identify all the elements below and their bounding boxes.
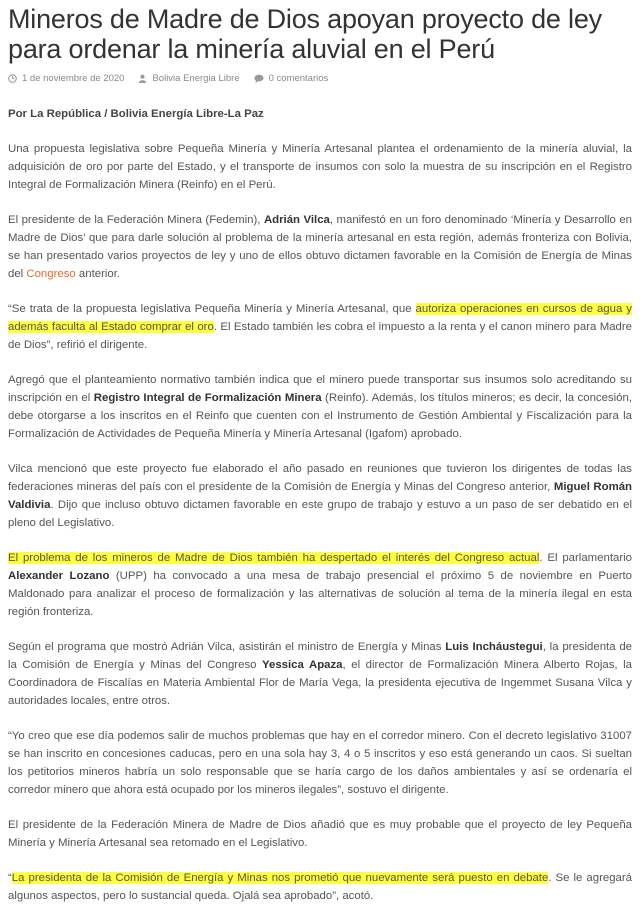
paragraph-3: “Se trata de la propuesta legislativa Pequeña Minería y Minería Artesanal, que autoriza operaciones en cursos de agua y además faculta al Estado comprar el oro. El Estado también les cobra el impuesto a la renta y el canon minero para Madre de Dios”, refirió el dirigente. [8,303,632,351]
paragraph-6: El problema de los mineros de Madre de Dios también ha despertado el interés del Congreso actual. El parlamentario Alexander Lozano (UPP) ha convocado a una mesa de trabajo presencial el próximo 5 de noviembre en Puerto Maldonado para analizar el proceso de formalización y las alternativas de solución al tema de la minería ilegal en esta región fronteriza. [8,552,632,618]
byline: Por La República / Bolivia Energía Libre-La Paz [8,108,264,120]
highlight-3: La presidenta de la Comisión de Energía y Minas nos prometió que nuevamente será puesto en debate [11,872,549,884]
comment-icon [254,74,264,83]
paragraph-4: Agregó que el planteamiento normativo también indica que el minero puede transportar sus insumos solo acreditando su inscripción en el Registro Integral de Formalización Minera (Reinfo). Además, los títulos mineros; es decir, la concesión, debe otorgarse a los inscritos en el Reinfo que cuenten con el Instrumento de Gestión Ambiental y Fiscalización para la Formalización de Actividades de Pequeña Minería y Minería Artesanal (Igafom) aprobado. [8,374,632,440]
post-comments[interactable] [254,73,329,84]
highlight-1: autoriza operaciones en cursos de agua y además faculta al Estado comprar el oro [8,303,632,333]
paragraph-2: El presidente de la Federación Minera (Fedemin), Adrián Vilca, manifestó en un foro denominado ‘Minería y Desarrollo en Madre de Dios’ que para darle solución al problema de la minería artesanal en esta región, además fronteriza con Bolivia, se han presentado varios proyectos de ley y uno de ellos obtuvo dictamen favorable en la Comisión de Energía de Minas del Congreso anterior. [8,214,632,280]
post-author-link[interactable]: Bolivia Energia Libre [152,72,240,84]
post-date-text: 1 de noviembre de 2020 [22,72,125,84]
clock-icon [8,74,17,83]
post-meta [8,71,632,85]
paragraph-5: Vilca mencionó que este proyecto fue elaborado el año pasado en reuniones que tuvieron los dirigentes de todas las federaciones mineras del país con el presidente de la Comisión de Energía y Minas del Congreso anterior, Miguel Román Valdivia. Dijo que incluso obtuvo dictamen favorable en este grupo de trabajo y estuvo a un paso de ser debatido en el pleno del Legislativo. [8,463,633,529]
page-title: Mineros de Madre de Dios apoyan proyecto de ley para ordenar la minería aluvial en el Perú [8,4,602,64]
paragraph-7: Según el programa que mostró Adrián Vilca, asistirán el ministro de Energía y Minas Luis Incháustegui, la presidenta de la Comisión de Energía y Minas del Congreso Yessica Apaza, el director de Formalización Minera Alberto Rojas, la Coordinadora de Fiscalías en Materia Ambiental Flor de María Vega, la presidenta ejecutiva de Ingemmet Susana Vilca y autoridades locales, entre otros. [8,641,632,707]
paragraph-1: Una propuesta legislativa sobre Pequeña Minería y Minería Artesanal plantea el ordenamiento de la minería aluvial, la adquisición de oro por parte del Estado, y el transporte de insumos con solo la muestra de su inscripción en el Registro Integral de Formalización Minera (Reinfo) en el Perú. [8,143,632,191]
post-comments-link[interactable]: 0 comentarios [268,72,329,84]
article [0,4,640,905]
paragraph-10: “La presidenta de la Comisión de Energía y Minas nos prometió que nuevamente será puesto en debate. Se le agregará algunos aspectos, pero lo sustancial queda. Ojalá sea aprobado”, acotó. [8,872,632,902]
highlight-2: El problema de los mineros de Madre de Dios también ha despertado el interés del Congreso actual [8,552,540,564]
post-date [8,73,124,84]
user-icon [138,74,147,83]
paragraph-9: El presidente de la Federación Minera de Madre de Dios añadió que es muy probable que el proyecto de ley Pequeña Minería y Minería Artesanal sea retomado en el Legislativo. [8,819,632,849]
congreso-link[interactable]: Congreso [26,268,76,280]
paragraph-8: “Yo creo que ese día podemos salir de muchos problemas que hay en el corredor minero. Con el decreto legislativo 31007 se han inscrito en concesiones caducas, pero en una sola hay 3, 4 o 5 inscritos y eso está generando un caos. Si sueltan los petitorios mineros habría un solo responsable que se haría cargo de los daños ambientales y así se ordenaría el corredor minero que ahora está ocupado por los mineros ilegales”, sostuvo el dirigente. [8,730,632,796]
post-author[interactable] [138,73,239,84]
